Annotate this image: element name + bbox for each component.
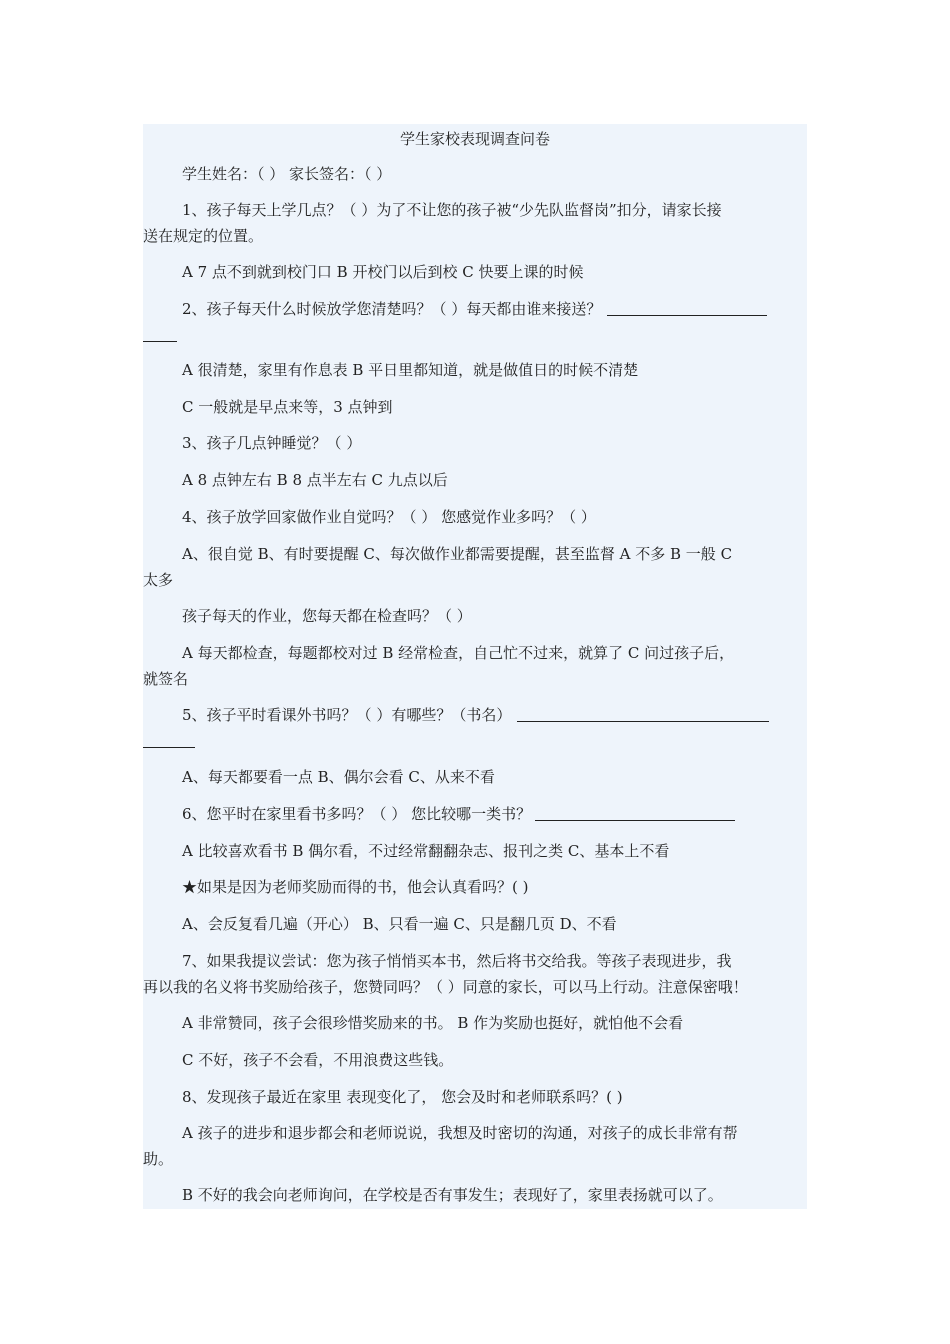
question-7-options-2: C 不好，孩子不会看，不用浪费这些钱。 [182,1051,454,1069]
question-7-options-1: A 非常赞同，孩子会很珍惜奖励来的书。 B 作为奖励也挺好，就怕他不会看 [182,1014,684,1032]
answer-blank-cont [143,728,807,754]
answer-blank[interactable] [535,804,735,821]
question-5 [143,702,807,728]
question-1-cont: 送在规定的位置。 [143,227,264,245]
question-4: 4、孩子放学回家做作业自觉吗？（ ） 您感觉作业多吗？（ ） [182,508,596,526]
question-6 [143,801,807,827]
question-4-options: A、很自觉 B、有时要提醒 C、每次做作业都需要提醒，甚至监督 A 不多 B 一般 C [182,545,733,563]
answer-blank[interactable] [517,705,769,722]
name-signature-line: 学生姓名：（ ） 家长签名：（ ） [182,165,392,183]
question-2 [143,296,807,322]
question-7: 7、如果我提议尝试：您为孩子悄悄买本书，然后将书交给我。等孩子表现进步，我 [182,952,732,970]
questionnaire-page [143,124,807,1209]
page-title: 学生家校表现调查问卷 [399,130,550,148]
question-4b: 孩子每天的作业，您每天都在检查吗？（ ） [182,607,472,625]
question-2-options-2: C 一般就是早点来等，3 点钟到 [182,398,393,416]
question-3: 3、孩子几点钟睡觉？（ ） [182,434,362,452]
question-6-options: A 比较喜欢看书 B 偶尔看，不过经常翻翻杂志、报刊之类 C、基本上不看 [182,842,670,860]
question-7-cont: 再以我的名义将书奖励给孩子，您赞同吗？（ ）同意的家长，可以马上行动。注意保密哦！ [143,978,748,996]
question-1-options: A 7 点不到就到校门口 B 开校门以后到校 C 快要上课的时候 [182,263,584,281]
question-5-options: A、每天都要看一点 B、偶尔会看 C、从来不看 [182,768,495,786]
question-2-text: 2、孩子每天什么时候放学您清楚吗？（ ）每天都由谁来接送？ [182,300,602,318]
question-6-text: 6、您平时在家里看书多吗？（ ） 您比较哪一类书？ [182,805,532,823]
answer-blank[interactable] [607,299,767,316]
question-5-text: 5、孩子平时看课外书吗？（ ）有哪些？（书名） [182,706,512,724]
question-3-options: A 8 点钟左右 B 8 点半左右 C 九点以后 [182,471,448,489]
question-star-options: A、会反复看几遍（开心） B、只看一遍 C、只是翻几页 D、不看 [182,915,617,933]
question-8-option-b: B 不好的我会向老师询问，在学校是否有事发生；表现好了，家里表扬就可以了。 [182,1186,723,1204]
answer-blank-tail[interactable] [143,325,177,342]
question-4b-options: A 每天都检查，每题都校对过 B 经常检查，自己忙不过来，就算了 C 问过孩子后， [182,644,735,662]
question-star: ★如果是因为老师奖励而得的书，他会认真看吗？( ) [182,878,529,896]
question-8: 8、发现孩子最近在家里 表现变化了， 您会及时和老师联系吗？( ) [182,1088,623,1106]
question-4-options-cont: 太多 [143,571,174,589]
question-8-option-a-cont: 助。 [143,1150,174,1168]
answer-blank-cont [143,322,807,348]
question-4b-options-cont: 就签名 [143,670,189,688]
question-1: 1、孩子每天上学几点？（ ）为了不让您的孩子被“少先队监督岗”扣分，请家长接 [182,201,722,219]
question-2-options-1: A 很清楚，家里有作息表 B 平日里都知道，就是做值日的时候不清楚 [182,361,639,379]
answer-blank-tail[interactable] [143,731,195,748]
question-8-option-a: A 孩子的进步和退步都会和老师说说，我想及时密切的沟通，对孩子的成长非常有帮 [182,1124,738,1142]
